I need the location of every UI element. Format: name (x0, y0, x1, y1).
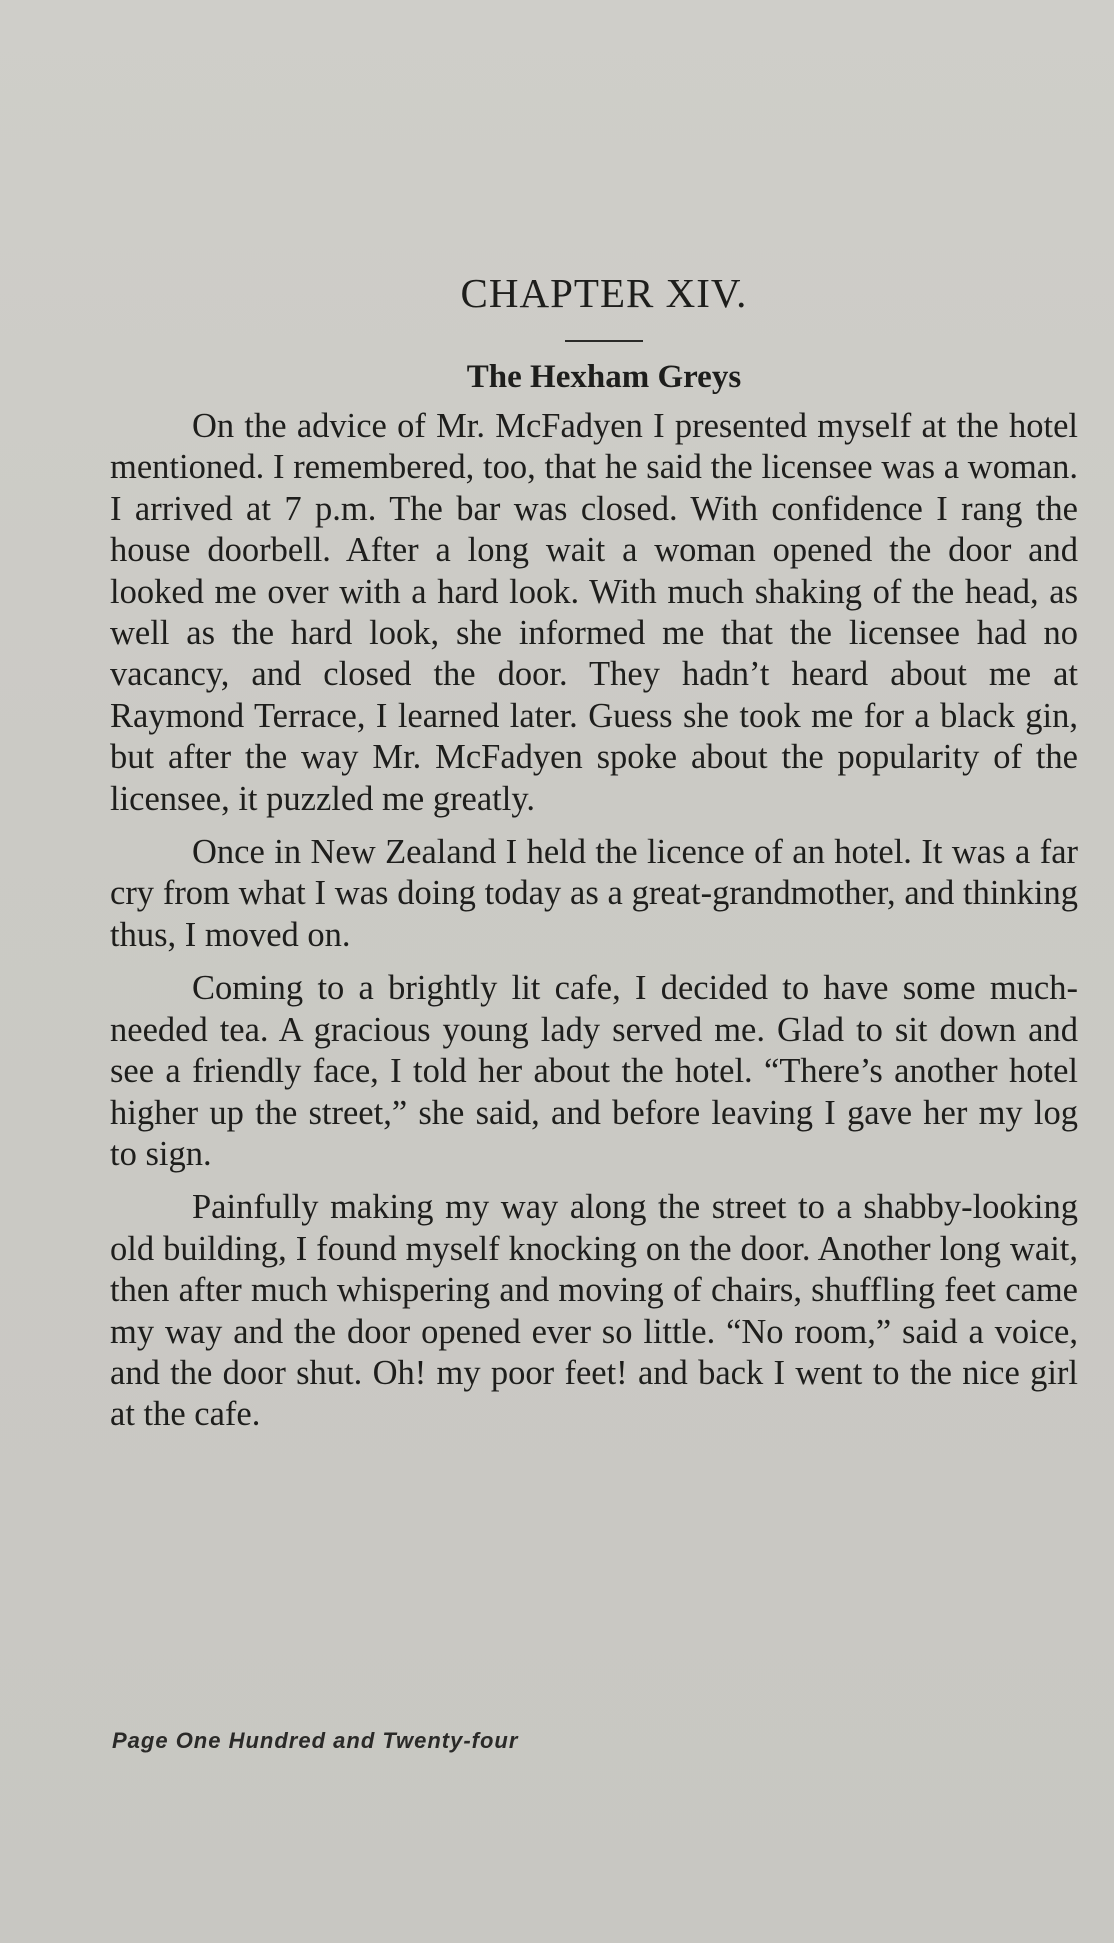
paragraph: Once in New Zealand I held the licence of an hotel. It was a far cry from what I was doing today as a great-grandmother, and thinking thus, I moved on. (110, 833, 1078, 954)
paragraph: Coming to a brightly lit cafe, I decided to have some much-needed tea. A gracious young lady served me. Glad to sit down and see a friendly face, I told her about the hotel. “There’s another hotel higher up the street,” she said, and before leaving I gave her my log to sign. (110, 969, 1078, 1173)
page-body (110, 268, 1078, 1436)
paragraph: Painfully making my way along the street to a shabby-looking old building, I found myself knocking on the door. Another long wait, then after much whispering and moving of chairs, shuffling feet came my way and the door opened ever so little. “No room,” said a voice, and the door shut. Oh! my poor feet! and back I went to the nice girl at the cafe. (110, 1188, 1078, 1434)
chapter-title: The Hexham Greys (466, 359, 742, 395)
chapter-divider (565, 340, 643, 342)
page-number-footer: Page One Hundred and Twenty-four (112, 1728, 519, 1753)
paragraph: On the advice of Mr. McFadyen I presented myself at the hotel mentioned. I remembered, too, that he said the licensee was a woman. I arrived at 7 p.m. The bar was closed. With confidence I rang the house doorbell. After a long wait a woman opened the door and looked me over with a hard look. With much shaking of the head, as well as the hard look, she informed me that the licensee had no vacancy, and closed the door. They hadn’t heard about me at Raymond Terrace, I learned later. Guess she took me for a black gin, but after the way Mr. McFadyen spoke about the popularity of the licensee, it puzzled me greatly. (110, 407, 1078, 818)
chapter-heading: CHAPTER XIV. (460, 270, 748, 316)
